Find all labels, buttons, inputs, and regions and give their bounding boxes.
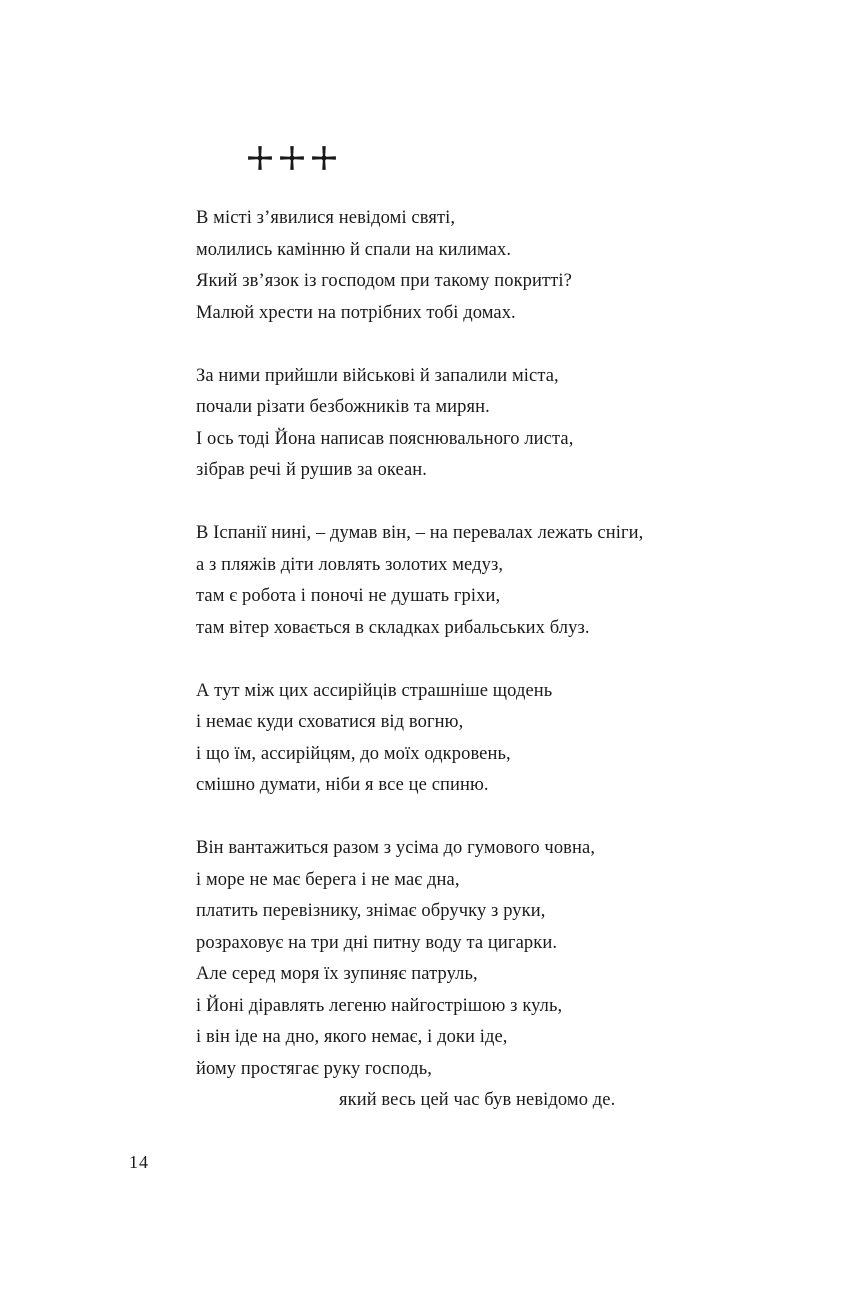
stanza-5 bbox=[196, 833, 816, 1117]
poem-line: розраховує на три дні питну воду та цигарки. bbox=[196, 932, 558, 953]
page-number: 14 bbox=[129, 1152, 149, 1172]
poem-line-indented: який весь цей час був невідомо де. bbox=[339, 1090, 616, 1110]
stanza-2 bbox=[196, 361, 816, 487]
poem-line: а з пляжів діти ловлять золотих медуз, bbox=[196, 554, 504, 575]
cross-pattee-icon bbox=[247, 145, 273, 171]
poem-line: В місті з’явилися невідомі святі, bbox=[196, 208, 456, 228]
poem-line: Але серед моря їх зупиняє патруль, bbox=[196, 964, 478, 984]
cross-pattee-icon bbox=[311, 145, 337, 171]
poem-line: і Йоні діравлять легеню найгострішою з куль, bbox=[196, 995, 563, 1016]
poem-line: Малюй хрести на потрібних тобі домах. bbox=[196, 302, 516, 323]
poem-line: молились камінню й спали на килимах. bbox=[196, 239, 512, 260]
poem-line: там вітер ховається в складках рибальських блуз. bbox=[196, 617, 590, 638]
stanza-1 bbox=[196, 203, 816, 329]
poem-line: А тут між цих ассирійців страшніше щодень bbox=[196, 680, 553, 701]
poem-line: І ось тоді Йона написав пояснювального листа, bbox=[196, 428, 574, 449]
stanza-4 bbox=[196, 676, 816, 802]
poem-line: там є робота і поночі не душать гріхи, bbox=[196, 586, 501, 606]
poem-line: і море не має берега і не має дна, bbox=[196, 869, 460, 890]
cross-pattee-icon bbox=[279, 145, 305, 171]
poem-line: смішно думати, ніби я все це спиню. bbox=[196, 775, 489, 795]
poem-line: йому простягає руку господь, bbox=[196, 1058, 432, 1079]
poem-line: і що їм, ассирійцям, до моїх одкровень, bbox=[196, 743, 511, 764]
stanza-3 bbox=[196, 518, 816, 644]
poem-line: Він вантажиться разом з усіма до гумового човна, bbox=[196, 838, 596, 858]
poem-line: і немає куди сховатися від вогню, bbox=[196, 712, 464, 732]
poem-line: В Іспанії нині, – думав він, – на перевалах лежать сніги, bbox=[196, 523, 644, 543]
poem-line: За ними прийшли військові й запалили міста, bbox=[196, 365, 559, 386]
poem-body bbox=[196, 203, 816, 1117]
poem-line: зібрав речі й рушив за океан. bbox=[196, 460, 428, 480]
poem-line: почали різати безбожників та мирян. bbox=[196, 397, 490, 417]
ornament bbox=[247, 145, 337, 171]
poem-line: і він іде на дно, якого немає, і доки іде, bbox=[196, 1027, 508, 1047]
poem-line: платить перевізнику, знімає обручку з руки, bbox=[196, 901, 546, 921]
poem-line: Який зв’язок із господом при такому покритті? bbox=[196, 271, 572, 291]
